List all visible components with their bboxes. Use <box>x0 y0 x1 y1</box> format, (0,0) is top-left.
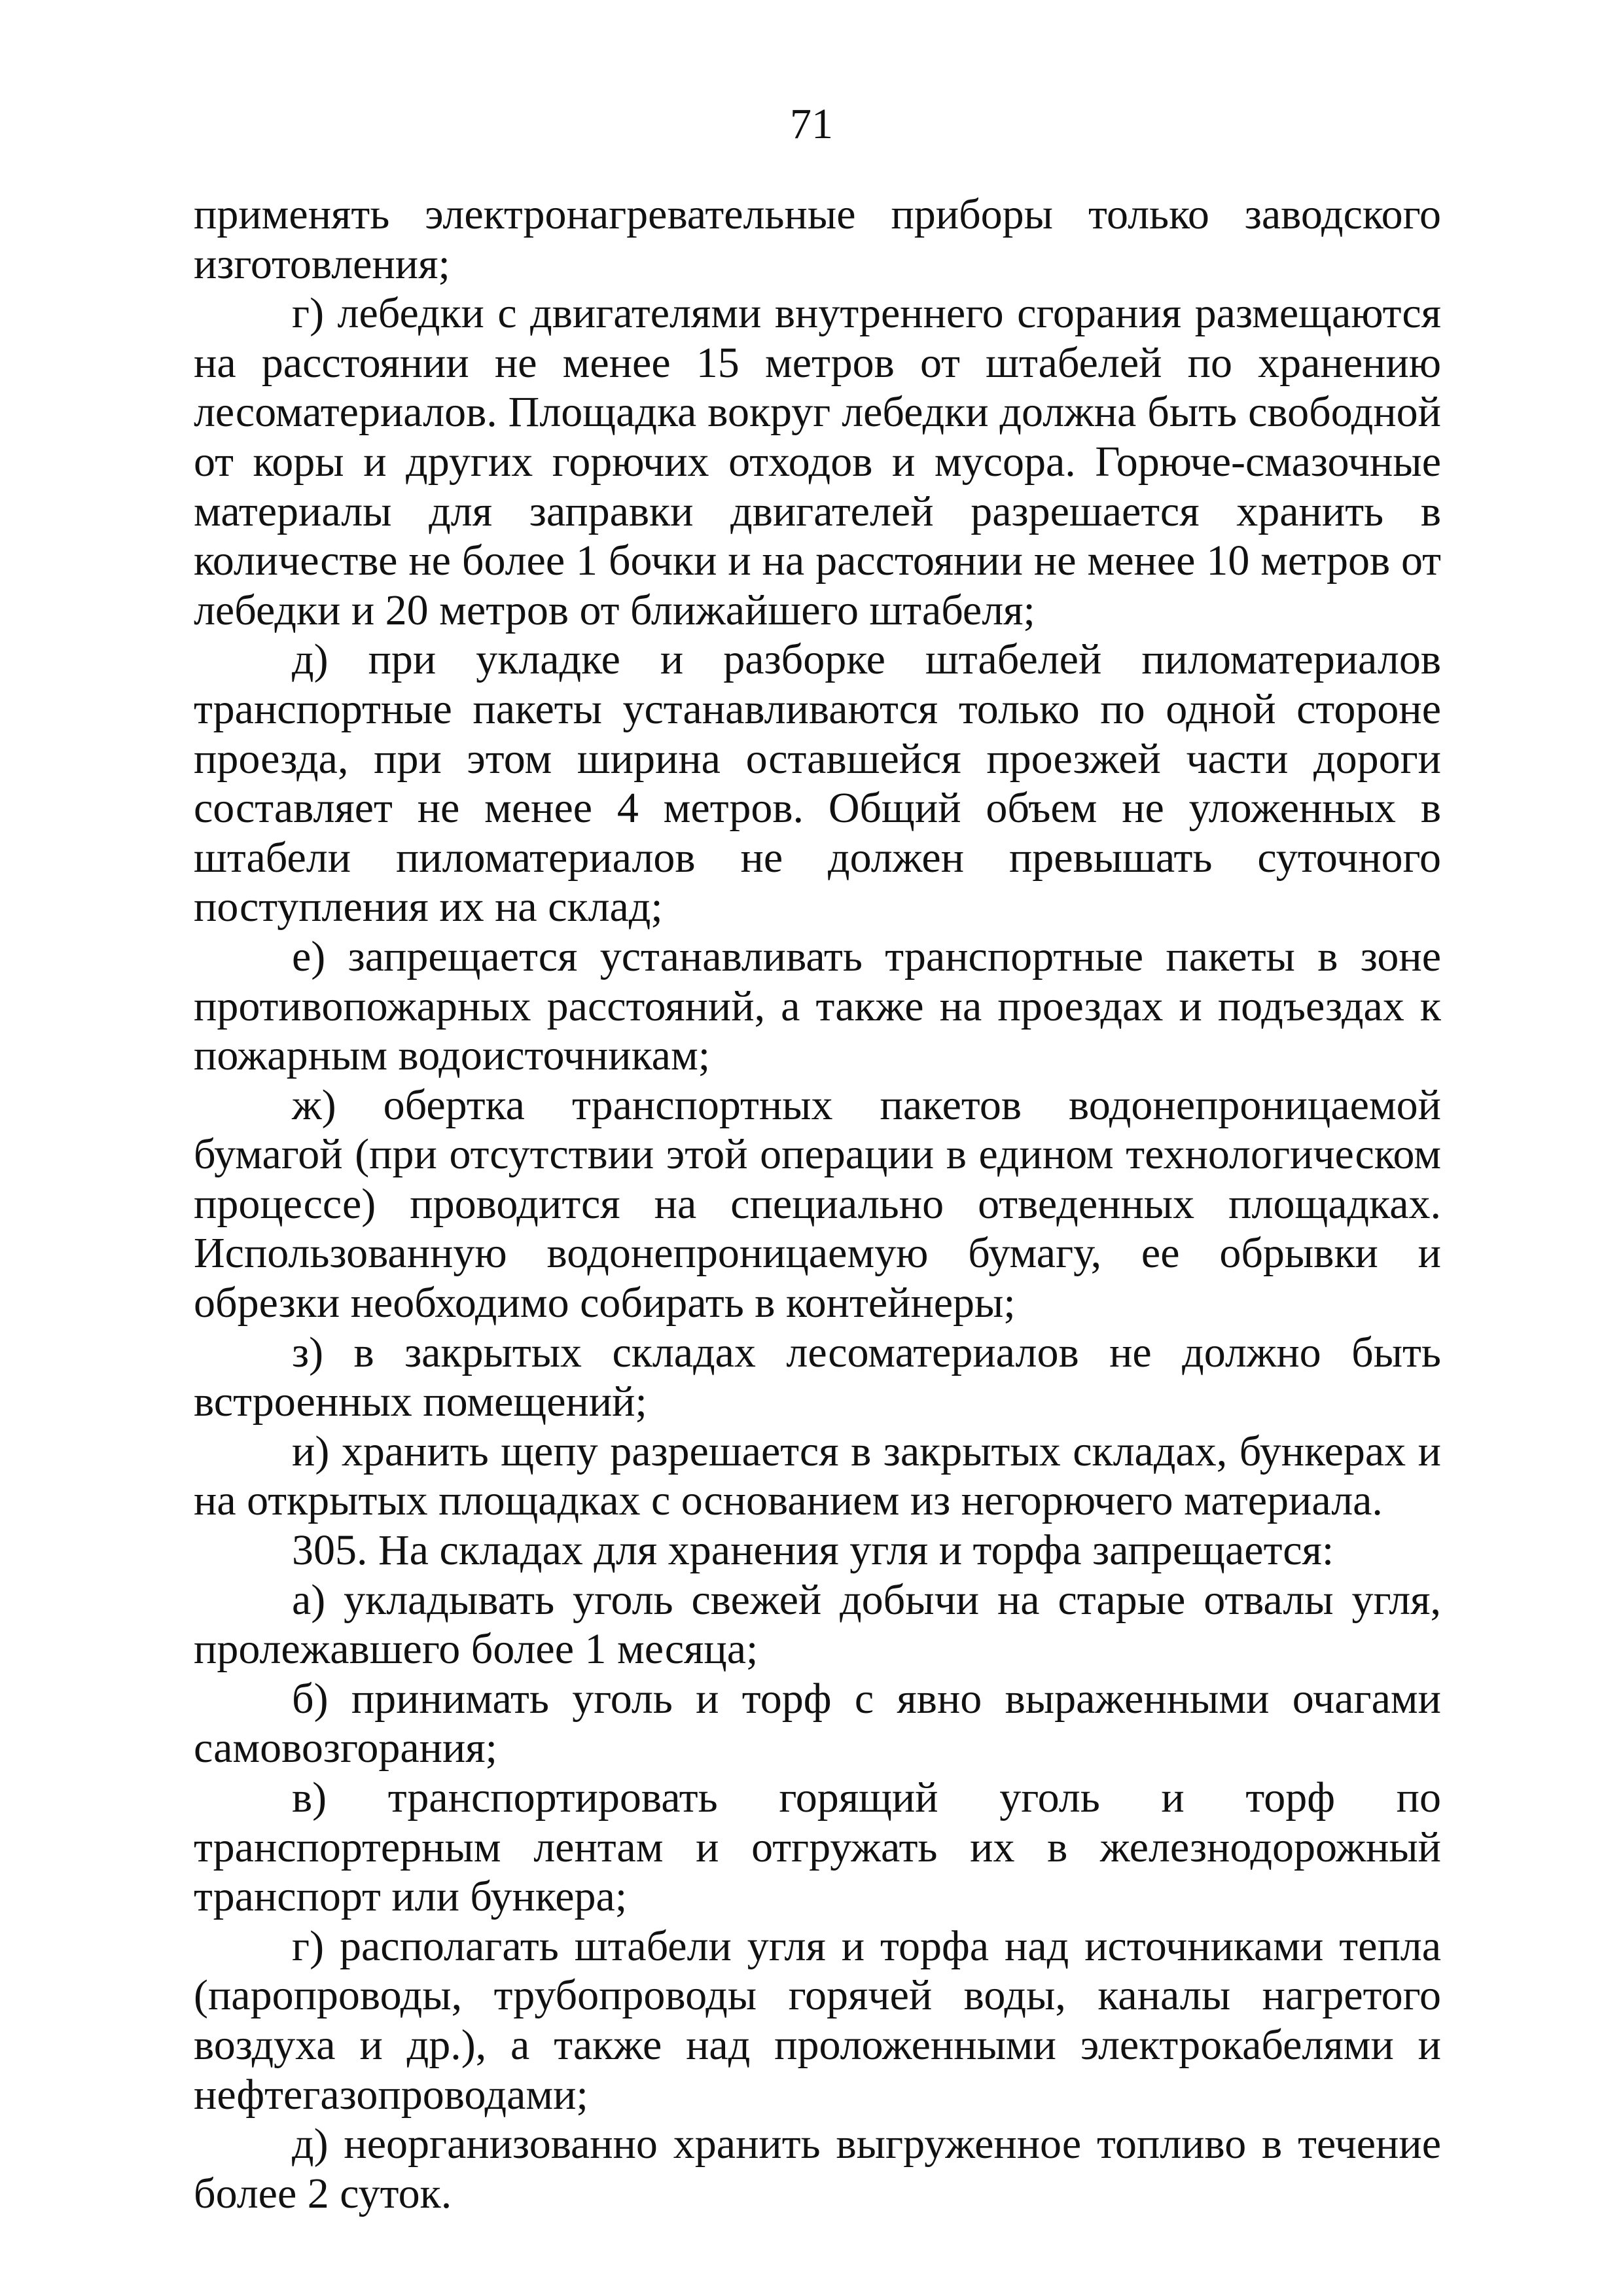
paragraph: з) в закрытых складах лесоматериалов не должно быть встроенных помещений; <box>194 1328 1441 1426</box>
paragraph: применять электронагревательные приборы только заводского изготовления; <box>194 190 1441 288</box>
paragraph: ж) обертка транспортных пакетов водонепроницаемой бумагой (при отсутствии этой операции в едином технологическом процессе) проводится на специально отведенных площадках. Использованную водонепроницаемую бумагу, ее обрывки и обрезки необходимо собирать в контейнеры; <box>194 1081 1441 1327</box>
page-number: 71 <box>790 100 833 148</box>
paragraph: б) принимать уголь и торф с явно выраженными очагами самовозгорания; <box>194 1674 1441 1772</box>
paragraph: г) располагать штабели угля и торфа над источниками тепла (паропроводы, трубопроводы горячей воды, каналы нагретого воздуха и др.), а также над проложенными электрокабелями и нефтегазопроводами; <box>194 1922 1441 2119</box>
section-heading-305: 305. На складах для хранения угля и торфа запрещается: <box>292 1526 1334 1575</box>
paragraph: д) при укладке и разборке штабелей пиломатериалов транспортные пакеты устанавливаются только по одной стороне проезда, при этом ширина оставшейся проезжей части дороги составляет не менее 4 метров. Общий объем не уложенных в штабели пиломатериалов не должен превышать суточного поступления их на склад; <box>194 636 1441 931</box>
paragraph: и) хранить щепу разрешается в закрытых складах, бункерах и на открытых площадках с основанием из негорючего материала. <box>194 1427 1441 1525</box>
paragraph: в) транспортировать горящий уголь и торф по транспортерным лентам и отгружать их в железнодорожный транспорт или бункера; <box>194 1774 1441 1921</box>
paragraph: е) запрещается устанавливать транспортные пакеты в зоне противопожарных расстояний, а также на проездах и подъездах к пожарным водоисточникам; <box>194 932 1441 1080</box>
document-body <box>194 190 1441 2218</box>
paragraph: а) укладывать уголь свежей добычи на старые отвалы угля, пролежавшего более 1 месяца; <box>194 1575 1441 1674</box>
paragraph: г) лебедки с двигателями внутреннего сгорания размещаются на расстоянии не менее 15 метров от штабелей по хранению лесоматериалов. Площадка вокруг лебедки должна быть свободной от коры и других горючих отходов и мусора. Горюче-смазочные материалы для заправки двигателей разрешается хранить в количестве не более 1 бочки и на расстоянии не менее 10 метров от лебедки и 20 метров от ближайшего штабеля; <box>194 289 1441 634</box>
paragraph: д) неорганизованно хранить выгруженное топливо в течение более 2 суток. <box>194 2120 1441 2217</box>
